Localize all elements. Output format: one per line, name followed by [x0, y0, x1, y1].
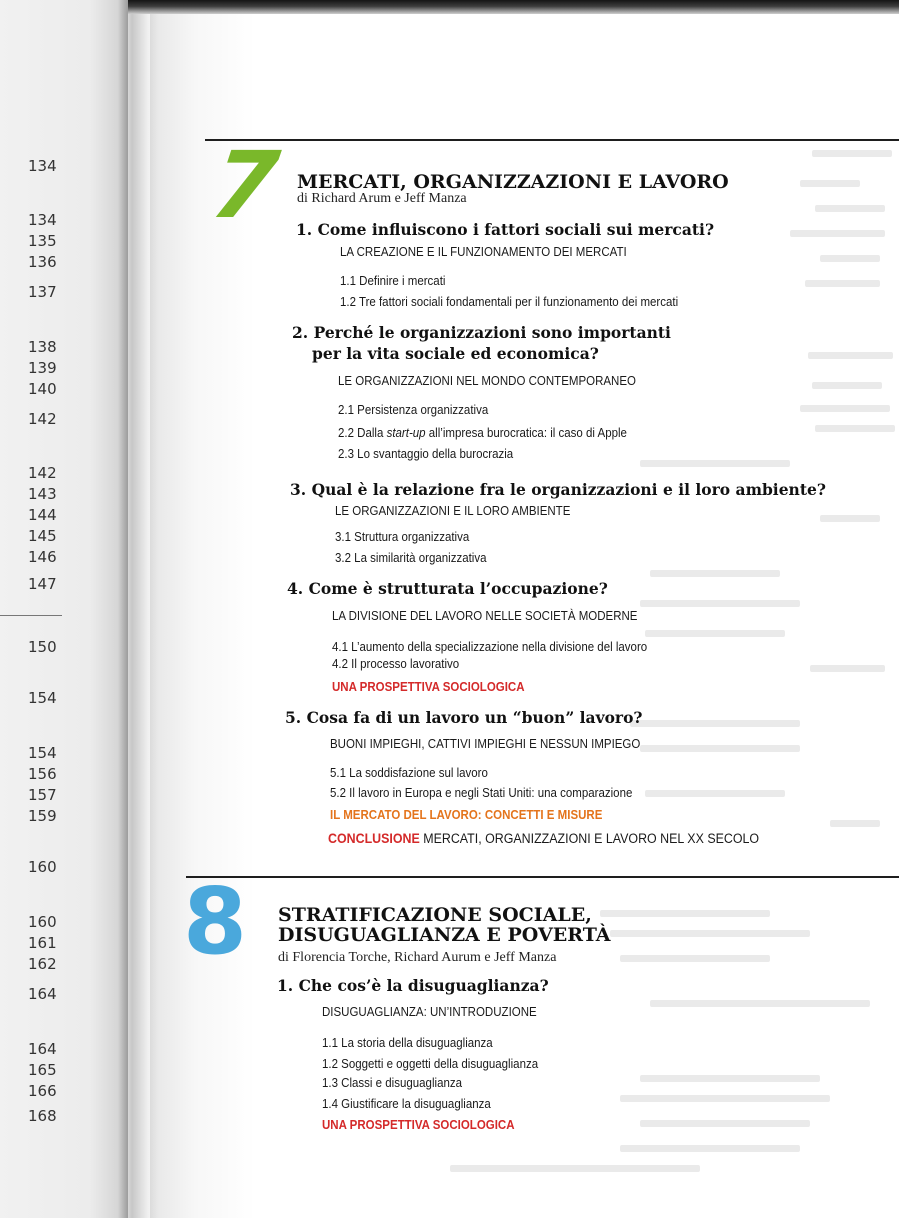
chapter-8-title-line-2: DISUGUAGLIANZA E POVERTÀ: [278, 924, 611, 946]
bleed-through-mark: [645, 790, 785, 797]
chapter-7-title: MERCATI, ORGANIZZAZIONI E LAVORO: [297, 171, 729, 193]
ch7-section-3-2: 3.2 La similarità organizzativa: [335, 551, 487, 565]
ch7-conclusion-text: MERCATI, ORGANIZZAZIONI E LAVORO NEL XX SECOLO: [419, 831, 760, 846]
ch7-q1-heading: LA CREAZIONE E IL FUNZIONAMENTO DEI MERCATI: [340, 245, 627, 259]
ch7-section-1-1: 1.1 Definire i mercati: [340, 274, 446, 288]
ch8-q1-box-label: UNA PROSPETTIVA SOCIOLOGICA: [322, 1118, 515, 1132]
chapter-8-authors: di Florencia Torche, Richard Aurum e Jeff Manza: [278, 950, 557, 965]
left-page-number: 164: [28, 1040, 57, 1058]
bleed-through-mark: [808, 352, 893, 359]
ch8-question-1: 1. Che cos’è la disuguaglianza?: [277, 976, 549, 995]
left-page-number: 144: [28, 506, 57, 524]
bleed-through-mark: [650, 1000, 870, 1007]
left-page-number: 138: [28, 338, 57, 356]
left-page-number: 140: [28, 380, 57, 398]
left-page-number: 150: [28, 638, 57, 656]
bleed-through-mark: [645, 630, 785, 637]
bleed-through-mark: [640, 460, 790, 467]
ch7-section-2-2-emphasis: start-up: [386, 426, 426, 440]
left-page-divider: [0, 615, 62, 616]
bleed-through-mark: [620, 1145, 800, 1152]
book-spine-shadow: [118, 0, 158, 1218]
left-page-number: 162: [28, 955, 57, 973]
bleed-through-mark: [812, 150, 892, 157]
ch7-q2-heading: LE ORGANIZZAZIONI NEL MONDO CONTEMPORANEO: [338, 374, 636, 388]
left-page-number: 135: [28, 232, 57, 250]
left-page-number: 137: [28, 283, 57, 301]
bleed-through-mark: [815, 205, 885, 212]
left-page-number: 134: [28, 157, 57, 175]
ch7-section-2-2-pre: 2.2 Dalla: [338, 426, 387, 440]
bleed-through-mark: [640, 1120, 810, 1127]
ch7-question-5: 5. Cosa fa di un lavoro un “buon” lavoro?: [285, 708, 643, 727]
bleed-through-mark: [650, 570, 780, 577]
bleed-through-mark: [805, 280, 880, 287]
ch7-section-2-2-post: all’impresa burocratica: il caso di Apple: [425, 426, 627, 440]
ch7-section-4-2: 4.2 Il processo lavorativo: [332, 657, 460, 671]
left-page-number: 145: [28, 527, 57, 545]
left-page-number: 154: [28, 744, 57, 762]
left-page-number: 154: [28, 689, 57, 707]
left-page-number: 161: [28, 934, 57, 952]
ch8-section-1-4: 1.4 Giustificare la disuguaglianza: [322, 1097, 491, 1111]
ch7-section-2-3: 2.3 Lo svantaggio della burocrazia: [338, 447, 514, 461]
left-page-number: 156: [28, 765, 57, 783]
bleed-through-mark: [620, 955, 770, 962]
left-page-number: 142: [28, 464, 57, 482]
left-page-number: 157: [28, 786, 57, 804]
ch7-section-2-1: 2.1 Persistenza organizzativa: [338, 403, 489, 417]
left-page-number: 165: [28, 1061, 57, 1079]
ch7-section-4-1: 4.1 L’aumento della specializzazione nella divisione del lavoro: [332, 640, 648, 654]
left-page-number: 143: [28, 485, 57, 503]
left-page-number: 139: [28, 359, 57, 377]
bleed-through-mark: [620, 1095, 830, 1102]
left-page-number: 134: [28, 211, 57, 229]
bleed-through-mark: [820, 255, 880, 262]
ch7-q4-heading: LA DIVISIONE DEL LAVORO NELLE SOCIETÀ MODERNE: [332, 609, 638, 623]
left-page-number: 168: [28, 1107, 57, 1125]
chapter-7-number: 7: [205, 132, 283, 239]
bleed-through-mark: [630, 720, 800, 727]
chapter-7-rule: [205, 139, 899, 141]
ch7-question-3: 3. Qual è la relazione fra le organizzazioni e il loro ambiente?: [290, 480, 826, 499]
ch7-question-1: 1. Come influiscono i fattori sociali sui mercati?: [296, 220, 715, 239]
left-page-number: 160: [28, 913, 57, 931]
bleed-through-mark: [820, 515, 880, 522]
ch7-q4-box-label: UNA PROSPETTIVA SOCIOLOGICA: [332, 680, 525, 694]
bleed-through-mark: [830, 820, 880, 827]
ch8-section-1-3: 1.3 Classi e disuguaglianza: [322, 1076, 463, 1090]
bleed-through-mark: [450, 1165, 700, 1172]
left-page-number: 147: [28, 575, 57, 593]
ch7-section-1-2: 1.2 Tre fattori sociali fondamentali per il funzionamento dei mercati: [340, 295, 679, 309]
ch8-q1-heading: DISUGUAGLIANZA: UN’INTRODUZIONE: [322, 1005, 537, 1019]
left-page-number: 166: [28, 1082, 57, 1100]
bleed-through-mark: [815, 425, 895, 432]
left-page-number: 159: [28, 807, 57, 825]
ch7-question-4: 4. Come è strutturata l’occupazione?: [287, 579, 608, 598]
bleed-through-mark: [600, 910, 770, 917]
previous-page: [0, 0, 128, 1218]
ch7-conclusion: [328, 831, 759, 846]
ch8-section-1-1: 1.1 La storia della disuguaglianza: [322, 1036, 493, 1050]
chapter-8-number: 8: [183, 868, 248, 975]
ch7-section-5-2: 5.2 Il lavoro in Europa e negli Stati Uniti: una comparazione: [330, 786, 633, 800]
ch7-q5-box-label: IL MERCATO DEL LAVORO: CONCETTI E MISURE: [330, 808, 603, 822]
left-page-number: 146: [28, 548, 57, 566]
ch7-q5-heading: BUONI IMPIEGHI, CATTIVI IMPIEGHI E NESSUN IMPIEGO: [330, 737, 641, 751]
bleed-through-mark: [640, 745, 800, 752]
bleed-through-mark: [800, 405, 890, 412]
left-page-number: 160: [28, 858, 57, 876]
bleed-through-mark: [610, 930, 810, 937]
chapter-8-title-line-1: STRATIFICAZIONE SOCIALE,: [278, 904, 592, 926]
ch8-section-1-2: 1.2 Soggetti e oggetti della disuguaglianza: [322, 1057, 539, 1071]
left-page-number: 136: [28, 253, 57, 271]
bleed-through-mark: [812, 382, 882, 389]
page-top-edge: [128, 0, 899, 14]
bleed-through-mark: [810, 665, 885, 672]
chapter-7-authors: di Richard Arum e Jeff Manza: [297, 191, 467, 206]
ch7-q3-heading: LE ORGANIZZAZIONI E IL LORO AMBIENTE: [335, 504, 571, 518]
chapter-8-rule: [186, 876, 899, 878]
bleed-through-mark: [800, 180, 860, 187]
ch7-section-2-2: [338, 426, 627, 440]
bleed-through-mark: [790, 230, 885, 237]
left-page-number: 164: [28, 985, 57, 1003]
ch7-section-5-1: 5.1 La soddisfazione sul lavoro: [330, 766, 488, 780]
ch7-section-3-1: 3.1 Struttura organizzativa: [335, 530, 470, 544]
bleed-through-mark: [640, 600, 800, 607]
ch7-conclusion-label: CONCLUSIONE: [328, 831, 420, 846]
bleed-through-mark: [640, 1075, 820, 1082]
left-page-number: 142: [28, 410, 57, 428]
ch7-question-2-line-1: 2. Perché le organizzazioni sono importanti: [292, 323, 671, 342]
ch7-question-2-line-2: per la vita sociale ed economica?: [312, 344, 599, 363]
